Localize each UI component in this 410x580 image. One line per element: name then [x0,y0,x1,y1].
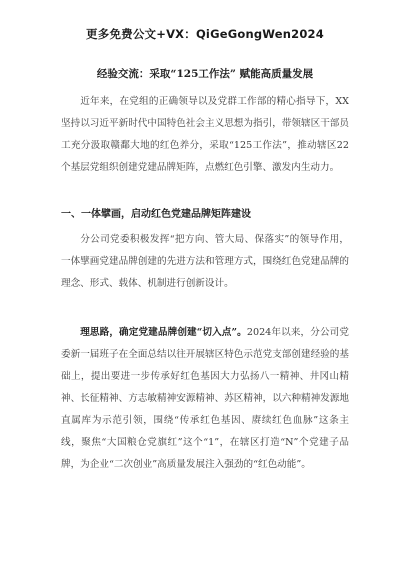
section1-lead-paragraph [61,322,349,476]
section1-paragraph: 分公司党委积极发挥“把方向、管大局、保落实”的领导作用，一体擘画党建品牌创建的先进方法和管理方式，围绕红色党建品牌的理念、形式、载体、机制进行创新设计。 [61,234,349,289]
lead-body: 2024年以来，分公司党委新一届班子在全面总结以往开展辖区特色示范党支部创建经验的基础上，提出要进一步传承好红色基因大力弘扬八一精神、井冈山精神、长征精神、方志敏精神安源精神、苏区精神，以六种精神发源地直属库为示范引领，围绕“传承红色基因、赓续红色血脉”这条主线，聚焦“大国粮仓党旗红”这个“1”，在辖区打造“N”个党建子品牌，为企业“二次创业”高质量发展注入强劲的“红色动能”。 [61,327,349,470]
lead-phrase: 理思路，确定党建品牌创建“切入点”。 [80,327,247,338]
document-title: 经验交流：采取“125工作法” 赋能高质量发展 [96,68,314,80]
section-heading-1: 一、一体擘画，启动红色党建品牌矩阵建设 [61,209,251,220]
intro-paragraph: 近年来，在党组的正确领导以及党群工作部的精心指导下，XX坚持以习近平新时代中国特色社会主义思想为指引，带领辖区干部员工充分汲取赣鄱大地的红色养分，采取“125工作法”，推动辖区22个基层党组织创建党建品牌矩阵，点燃红色引擎、激发内生动力。 [61,96,349,173]
header-note: 更多免费公文+VX：QiGeGongWen2024 [86,27,324,41]
